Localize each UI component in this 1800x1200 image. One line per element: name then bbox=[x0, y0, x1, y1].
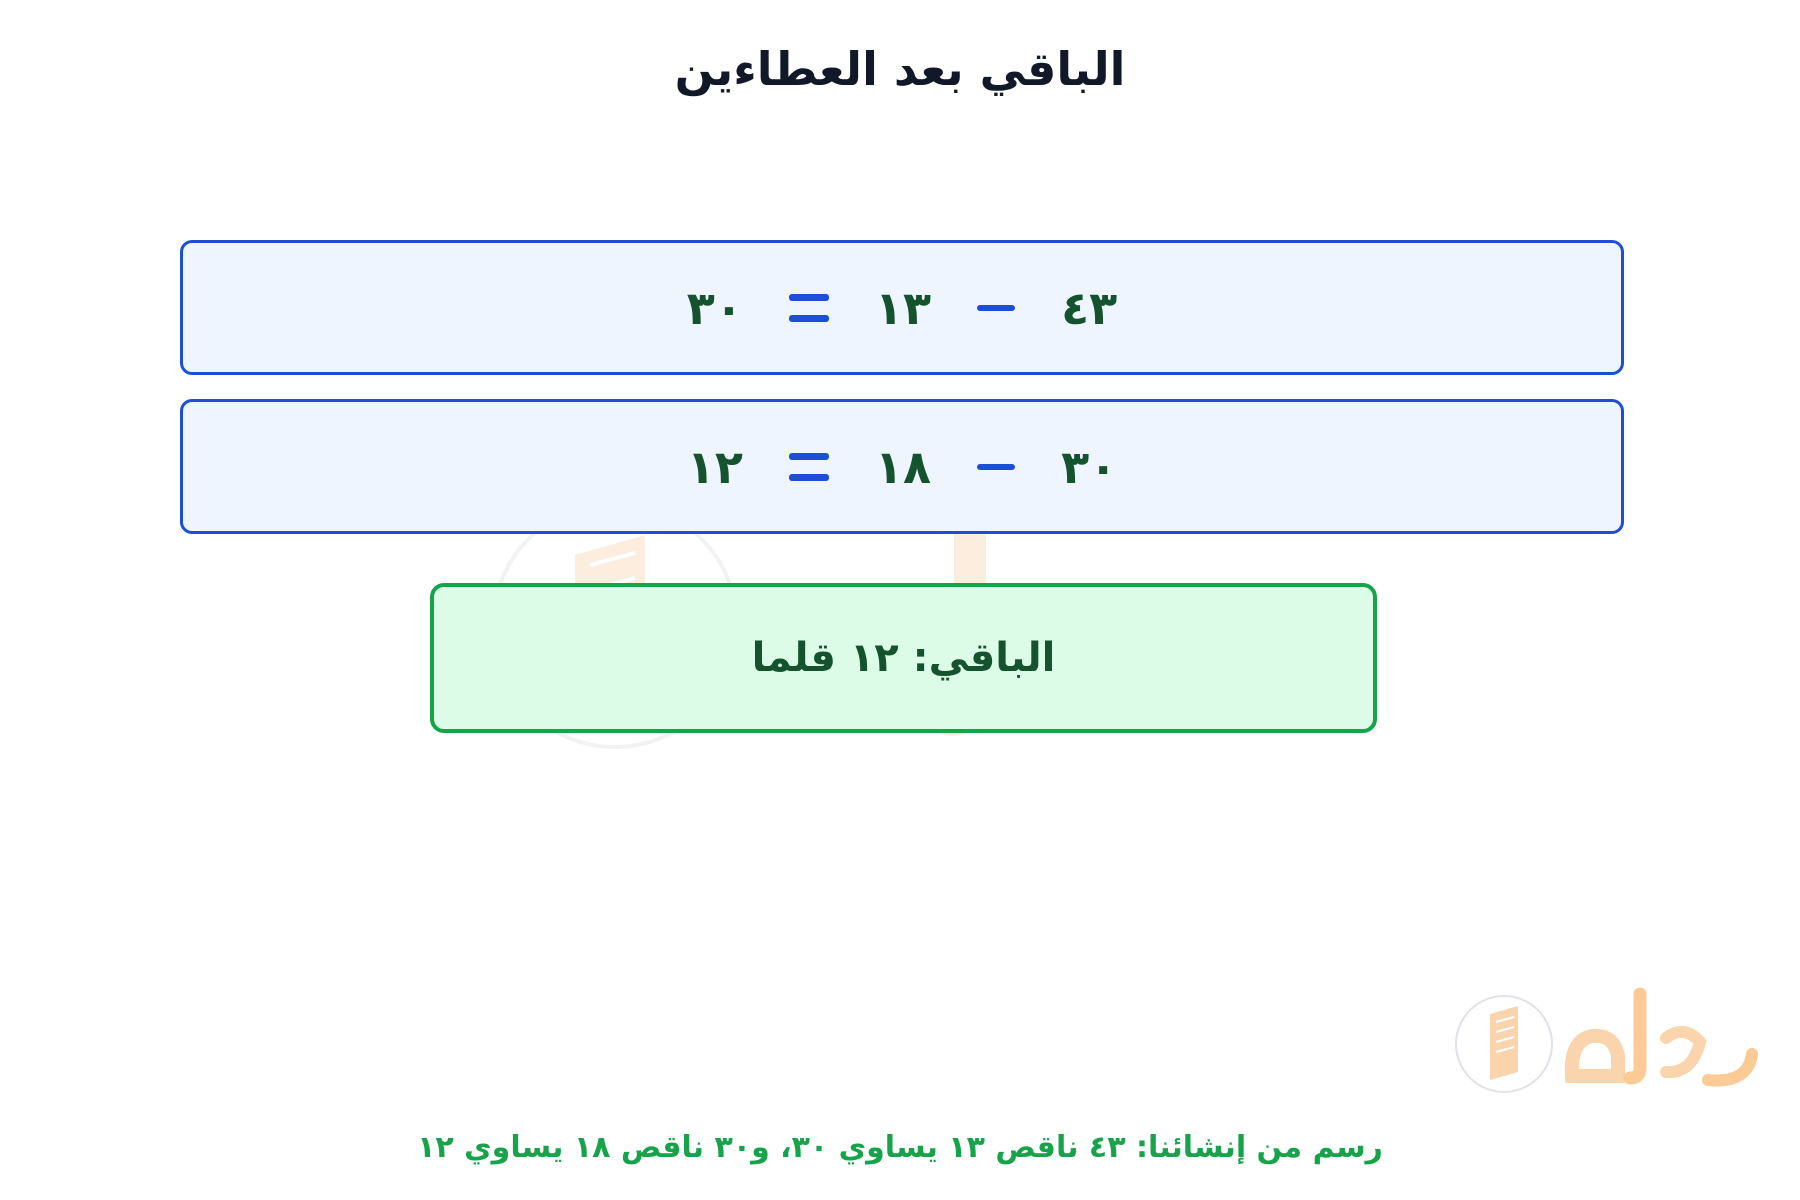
difference: ٣٠ bbox=[686, 280, 743, 335]
equation-box-2 bbox=[180, 399, 1624, 534]
subtrahend: ١٣ bbox=[874, 280, 932, 335]
equation-line bbox=[687, 281, 1117, 335]
result-text: الباقي: ١٢ قلما bbox=[751, 635, 1056, 681]
equation-box-1 bbox=[180, 240, 1624, 375]
minuend: ٤٣ bbox=[1061, 280, 1118, 335]
minus-icon bbox=[977, 305, 1015, 311]
minus-icon bbox=[977, 464, 1015, 470]
equation-line bbox=[687, 440, 1117, 494]
subtrahend: ١٨ bbox=[874, 439, 932, 494]
page-title: الباقي بعد العطاءين bbox=[674, 42, 1126, 96]
hloul-logo-icon bbox=[1452, 980, 1762, 1100]
caption: رسم من إنشائنا: ٤٣ ناقص ١٣ يساوي ٣٠، و٣٠ ناقص ١٨ يساوي ١٢ bbox=[417, 1130, 1383, 1165]
difference: ١٢ bbox=[686, 439, 743, 494]
result-box bbox=[430, 583, 1377, 733]
equals-icon bbox=[789, 294, 829, 322]
equals-icon bbox=[789, 453, 829, 481]
minuend: ٣٠ bbox=[1061, 439, 1118, 494]
